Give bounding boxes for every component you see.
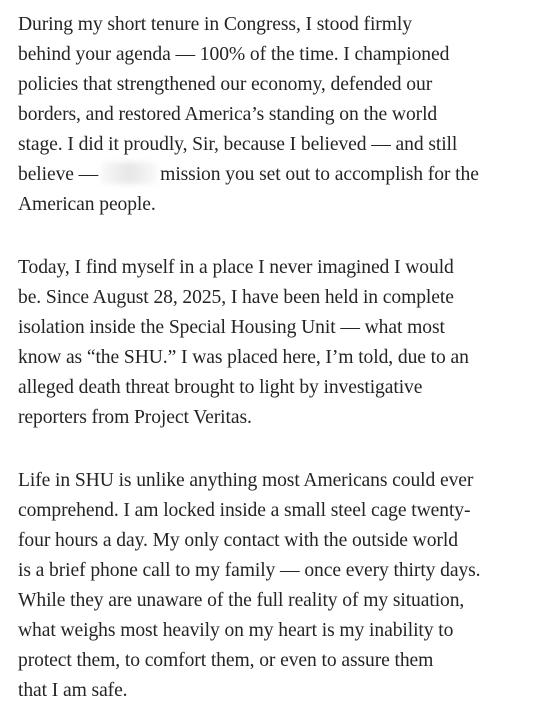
paragraph-gap (18, 433, 548, 466)
text-line: that I am safe. (18, 680, 128, 701)
text-line: Life in SHU is unlike anything most Americans could ever (18, 470, 474, 491)
text-line: know as “the SHU.” I was placed here, I’m told, due to an (18, 347, 469, 368)
text-line: borders, and restored America’s standing on the world (18, 104, 438, 125)
paragraph-gap (18, 220, 548, 253)
text-segment: mission you set out to accomplish for the (160, 164, 479, 185)
text-segment: believe — (18, 164, 99, 185)
text-line: American people. (18, 194, 156, 215)
redacted-text (101, 162, 157, 184)
text-line: reporters from Project Veritas. (18, 407, 252, 428)
text-line: protect them, to comfort them, or even to assure them (18, 650, 434, 671)
paragraph-congress (18, 10, 548, 220)
text-line: stage. I did it proudly, Sir, because I believed — and still (18, 134, 458, 155)
text-line: behind your agenda — 100% of the time. I championed (18, 44, 450, 65)
text-line: Today, I find myself in a place I never imagined I would (18, 257, 454, 278)
text-line: four hours a day. My only contact with the outside world (18, 530, 458, 551)
text-line-with-redaction (18, 160, 548, 190)
paragraph-life-in-shu (18, 466, 548, 706)
text-line: what weighs most heavily on my heart is my inability to (18, 620, 454, 641)
text-line: While they are unaware of the full reality of my situation, (18, 590, 465, 611)
letter-body (18, 10, 548, 706)
text-line: be. Since August 28, 2025, I have been held in complete (18, 287, 454, 308)
paragraph-shu-placement (18, 253, 548, 433)
text-line: alleged death threat brought to light by investigative (18, 377, 423, 398)
text-line: policies that strengthened our economy, defended our (18, 74, 433, 95)
text-line: During my short tenure in Congress, I stood firmly (18, 14, 412, 35)
text-line: comprehend. I am locked inside a small steel cage twenty- (18, 500, 471, 521)
text-line: isolation inside the Special Housing Unit — what most (18, 317, 445, 338)
text-line: is a brief phone call to my family — once every thirty days. (18, 560, 481, 581)
